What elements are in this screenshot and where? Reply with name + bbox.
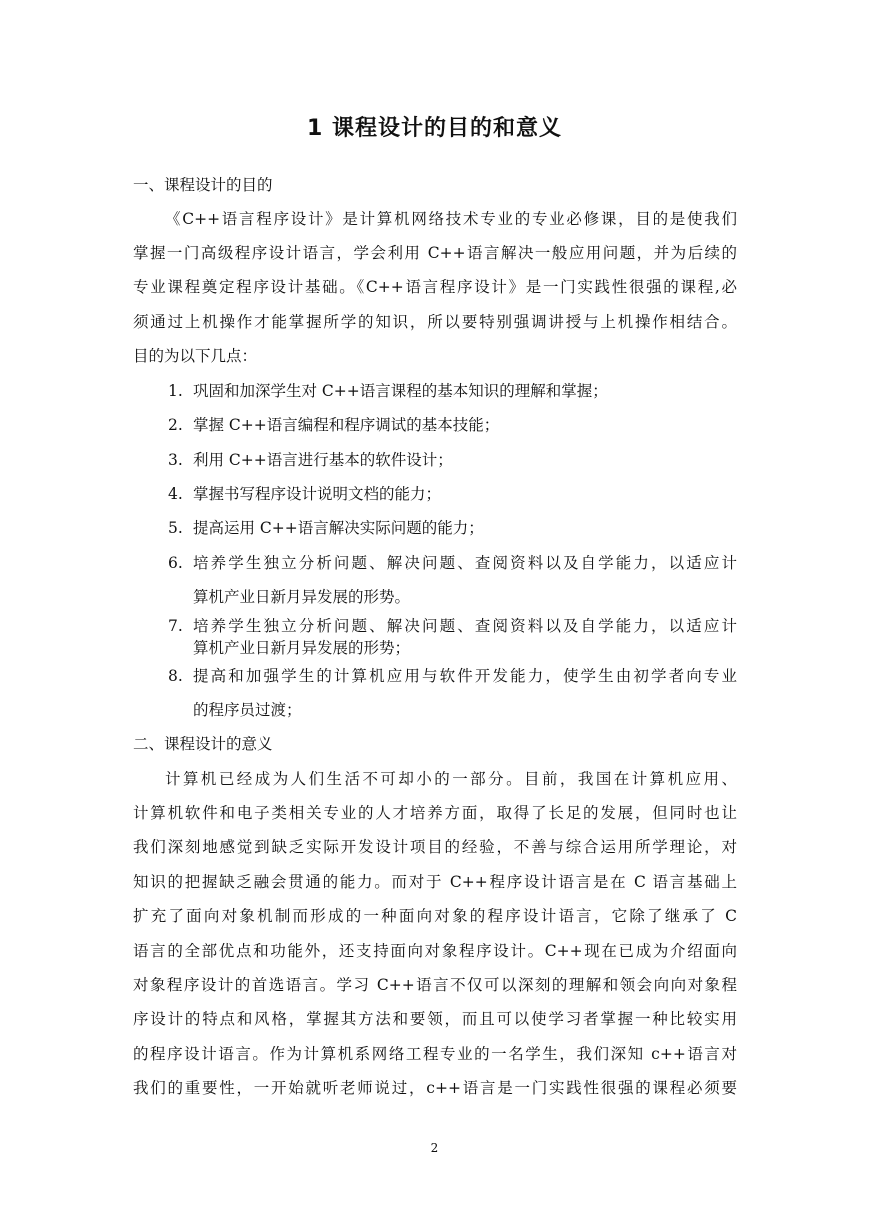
list-number: 3.	[168, 451, 183, 469]
paragraph-line: 的程序设计语言。作为计算机系网络工程专业的一名学生，我们深知 c++语言对	[133, 1045, 737, 1063]
paragraph-line: 我们的重要性，一开始就听老师说过，c++语言是一门实践性很强的课程必须要	[133, 1079, 737, 1097]
list-item-text: 培养学生独立分析问题、解决问题、查阅资料以及自学能力，以适应计	[193, 617, 737, 635]
list-item-text: 掌握 C++语言编程和程序调试的基本技能；	[193, 416, 500, 434]
list-item-text: 提高运用 C++语言解决实际问题的能力；	[193, 519, 484, 537]
list-item-text: 算机产业日新月异发展的形势；	[193, 639, 411, 657]
paragraph-line: 专业课程奠定程序设计基础。《C++语言程序设计》是一门实践性很强的课程,必	[133, 278, 737, 296]
chapter-title: 1 课程设计的目的和意义	[307, 116, 562, 141]
list-item-text: 巩固和加深学生对 C++语言课程的基本知识的理解和掌握；	[193, 382, 608, 400]
list-number: 5.	[168, 519, 183, 537]
paragraph-line: 语言的全部优点和功能外，还支持面向对象程序设计。C++现在已成为介绍面向	[133, 942, 737, 960]
paragraph-line: 扩充了面向对象机制而形成的一种面向对象的程序设计语言，它除了继承了 C	[133, 907, 737, 925]
list-item-text: 掌握书写程序设计说明文档的能力；	[193, 485, 442, 503]
list-item-text: 提高和加强学生的计算机应用与软件开发能力，使学生由初学者向专业	[193, 667, 737, 685]
page-number: 2	[430, 1141, 439, 1155]
list-number: 8.	[168, 667, 183, 685]
list-item-text: 的程序员过渡；	[193, 701, 302, 719]
list-item-text: 利用 C++语言进行基本的软件设计；	[193, 451, 453, 469]
paragraph-line: 目的为以下几点：	[133, 347, 258, 365]
list-number: 6.	[168, 554, 183, 572]
paragraph-line: 知识的把握缺乏融会贯通的能力。而对于 C++程序设计语言是在 C 语言基础上	[133, 873, 737, 891]
paragraph-line: 序设计的特点和风格，掌握其方法和要领，而且可以使学习者掌握一种比较实用	[133, 1010, 737, 1028]
paragraph-line: 计算机已经成为人们生活不可却小的一部分。目前，我国在计算机应用、	[165, 770, 737, 788]
paragraph-line: 我们深刻地感觉到缺乏实际开发设计项目的经验，不善与综合运用所学理论，对	[133, 838, 737, 856]
list-item-text: 培养学生独立分析问题、解决问题、查阅资料以及自学能力，以适应计	[193, 554, 737, 572]
list-number: 1.	[168, 382, 183, 400]
list-item-text: 算机产业日新月异发展的形势。	[193, 588, 411, 606]
list-number: 7.	[168, 617, 183, 635]
paragraph-line: 《C++语言程序设计》是计算机网络技术专业的专业必修课，目的是使我们	[165, 210, 737, 228]
list-number: 2.	[168, 416, 183, 434]
paragraph-line: 掌握一门高级程序设计语言，学会利用 C++语言解决一般应用问题，并为后续的	[133, 244, 737, 262]
paragraph-line: 对象程序设计的首选语言。学习 C++语言不仅可以深刻的理解和领会向向对象程	[133, 976, 737, 994]
section-heading-significance: 二、课程设计的意义	[133, 735, 273, 753]
section-heading-purpose: 一、课程设计的目的	[133, 176, 273, 194]
list-number: 4.	[168, 485, 183, 503]
paragraph-line: 计算机软件和电子类相关专业的人才培养方面，取得了长足的发展，但同时也让	[133, 804, 737, 822]
paragraph-line: 须通过上机操作才能掌握所学的知识，所以要特别强调讲授与上机操作相结合。	[133, 313, 737, 331]
